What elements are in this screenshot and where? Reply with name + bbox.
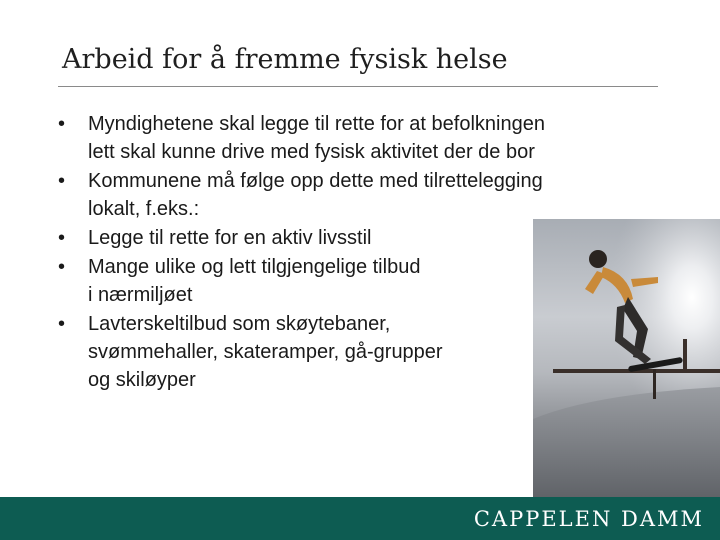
bullet-text: svømmehaller, skateramper, gå-grupper [88, 341, 443, 363]
bullet-text: Mange ulike og lett tilgjengelige tilbud [88, 256, 421, 278]
bullet-text: lokalt, f.eks.: [88, 198, 200, 220]
skateboarder-illustration [533, 219, 720, 499]
bullet-text: Lavterskeltilbud som skøytebaner, [88, 313, 391, 335]
bullet-text: lett skal kunne drive med fysisk aktivitet der de bor [88, 141, 535, 163]
bullet-text: Legge til rette for en aktiv livsstil [88, 227, 372, 249]
bullet-text: Kommunene må følge opp dette med tilrettelegging [88, 170, 543, 192]
slide-title: Arbeid for å fremme fysisk helse [62, 44, 508, 75]
bullet-item [58, 167, 658, 223]
bullet-text: og skiløyper [88, 369, 196, 391]
bullet-marker: • [58, 113, 66, 135]
bullet-item [58, 110, 658, 166]
skateboarder-photo [533, 219, 720, 499]
bullet-marker: • [58, 256, 66, 278]
title-divider [58, 86, 658, 87]
bullet-marker: • [58, 227, 66, 249]
publisher-logo: CAPPELEN DAMM [473, 507, 704, 531]
bullet-marker: • [58, 170, 66, 192]
bullet-marker: • [58, 313, 66, 335]
bullet-text: i nærmiljøet [88, 284, 193, 306]
bullet-text: Myndighetene skal legge til rette for at befolkningen [88, 113, 545, 135]
